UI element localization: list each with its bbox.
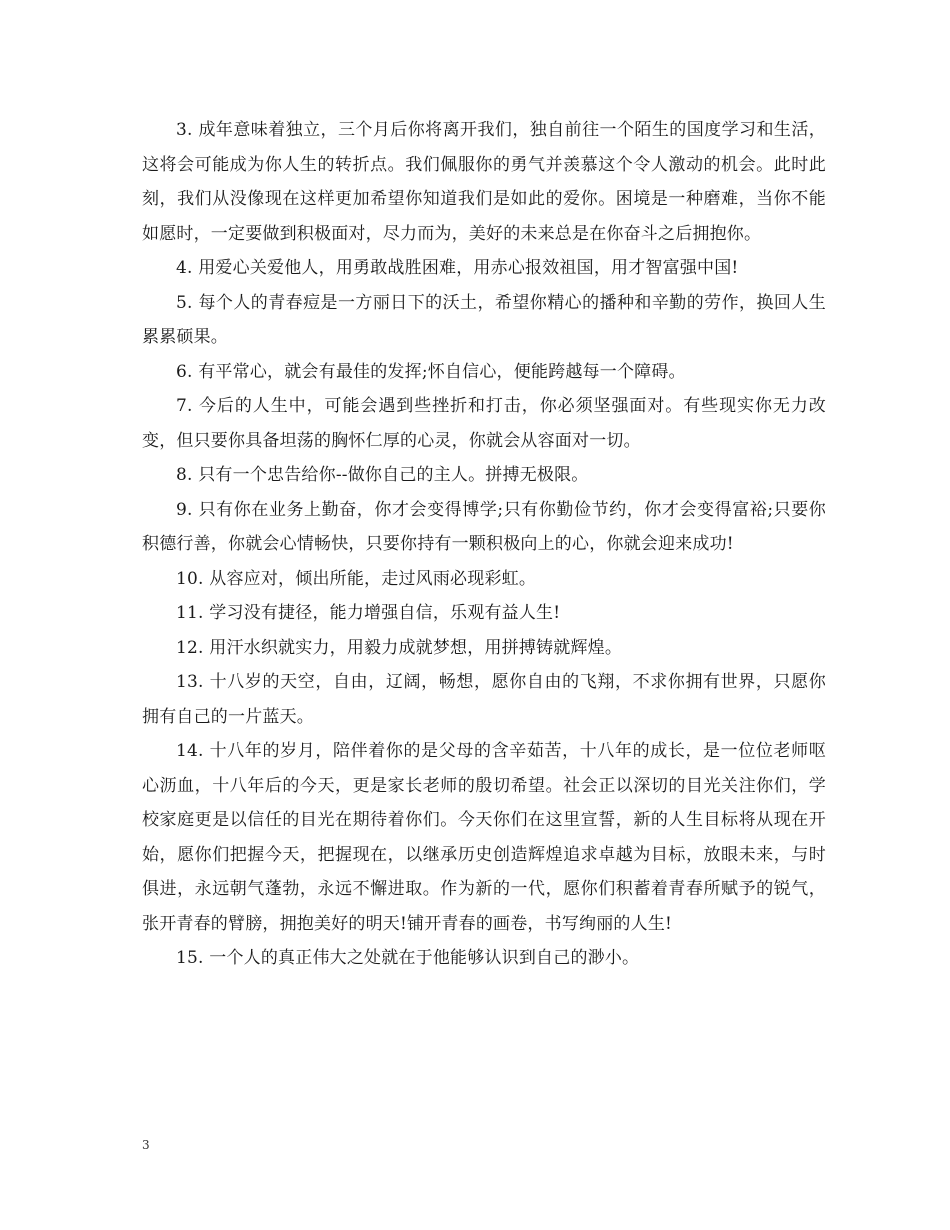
paragraph-item-10: 10. 从容应对，倾出所能，走过风雨必现彩虹。 bbox=[176, 568, 537, 589]
paragraph-item-3: 3. 成年意味着独立，三个月后你将离开我们，独自前往一个陌生的国度学习和生活，这将会可能成为你人生的转折点。我们佩服你的勇气并羡慕这个令人激动的机会。此时此刻，我们从没像现在这样更加希望你知道我们是如此的爱你。困境是一种磨难，当你不能如愿时，一定要做到积极面对，尽力而为，美好的未来总是在你奋斗之后拥抱你。 bbox=[142, 120, 826, 244]
paragraph-item-13: 13. 十八岁的天空，自由，辽阔，畅想，愿你自由的飞翔，不求你拥有世界，只愿你拥有自己的一片蓝天。 bbox=[142, 672, 826, 727]
paragraph-item-11: 11. 学习没有捷径，能力增强自信，乐观有益人生! bbox=[176, 603, 561, 623]
paragraph-item-4: 4. 用爱心关爱他人，用勇敢战胜困难，用赤心报效祖国，用才智富强中国! bbox=[176, 258, 739, 278]
paragraph-item-12: 12. 用汗水织就实力，用毅力成就梦想，用拼搏铸就辉煌。 bbox=[176, 637, 623, 658]
paragraph-item-15: 15. 一个人的真正伟大之处就在于他能够认识到自己的渺小。 bbox=[176, 948, 640, 968]
paragraph-item-14: 14. 十八年的岁月，陪伴着你的是父母的含辛茹苦，十八年的成长，是一位位老师呕心沥血，十八年后的今天，更是家长老师的殷切希望。社会正以深切的目光关注你们，学校家庭更是以信任的目光在期待着你们。今天你们在这里宣誓，新的人生目标将从现在开始，愿你们把握今天，把握现在，以继承历史创造辉煌追求卓越为目标，放眼未来，与时俱进，永远朝气蓬勃，永远不懈进取。作为新的一代，愿你们积蓄着青春所赋予的锐气，张开青春的臂膀，拥抱美好的明天!铺开青春的画卷，书写绚丽的人生! bbox=[142, 741, 826, 934]
paragraph-item-9: 9. 只有你在业务上勤奋，你才会变得博学;只有你勤俭节约，你才会变得富裕;只要你积德行善，你就会心情畅快，只要你持有一颗积极向上的心，你就会迎来成功! bbox=[142, 499, 826, 554]
paragraph-item-6: 6. 有平常心，就会有最佳的发挥;怀自信心，便能跨越每一个障碍。 bbox=[176, 361, 686, 382]
paragraph-item-5: 5. 每个人的青春痘是一方丽日下的沃土，希望你精心的播种和辛勤的劳作，换回人生累累硕果。 bbox=[142, 292, 826, 347]
document-body bbox=[142, 113, 826, 976]
page-number: 3 bbox=[142, 1138, 150, 1152]
paragraph-item-8: 8. 只有一个忠告给你--做你自己的主人。拼搏无极限。 bbox=[176, 465, 589, 485]
paragraph-item-7: 7. 今后的人生中，可能会遇到些挫折和打击，你必须坚强面对。有些现实你无力改变，但只要你具备坦荡的胸怀仁厚的心灵，你就会从容面对一切。 bbox=[142, 396, 826, 451]
